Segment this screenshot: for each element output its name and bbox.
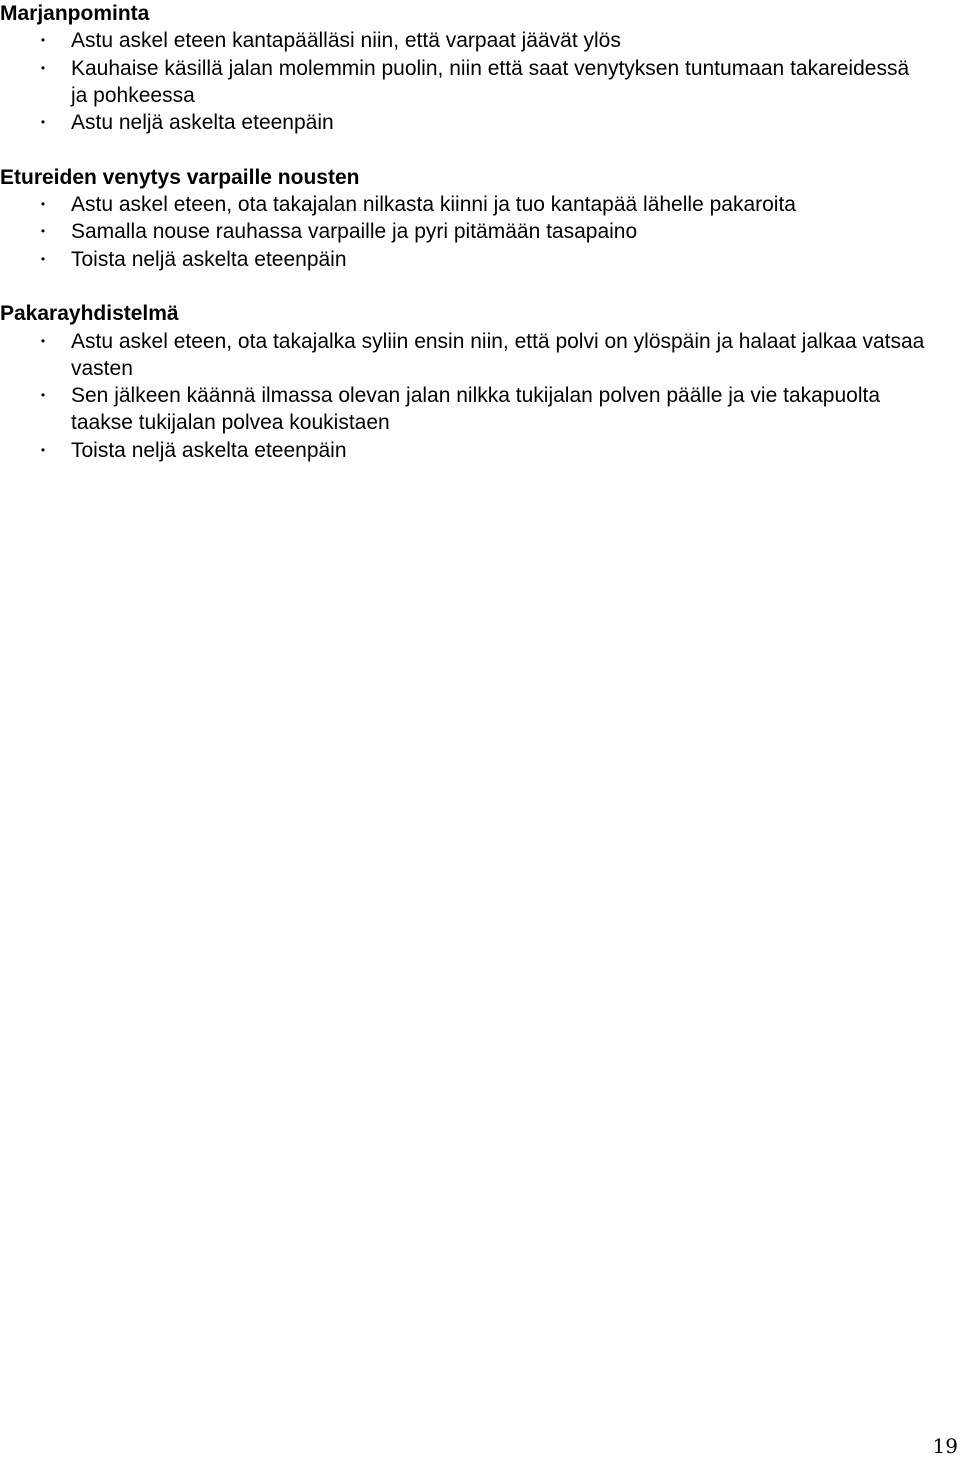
list-item — [0, 437, 930, 464]
list-item-text: Toista neljä askelta eteenpäin — [71, 438, 347, 462]
list-item — [0, 246, 930, 273]
list-item-text: Astu askel eteen kantapäälläsi niin, että varpaat jäävät ylös — [71, 29, 621, 53]
list-item — [0, 382, 930, 437]
bullet-icon: • — [40, 333, 46, 348]
list-item-text: Sen jälkeen käännä ilmassa olevan jalan nilkka tukijalan polven päälle ja vie takapuolta taakse tukijalan polvea koukistaen — [71, 384, 881, 435]
bullet-list — [0, 328, 930, 464]
list-item — [0, 328, 930, 383]
list-item-text: Samalla nouse rauhassa varpaille ja pyri pitämään tasapaino — [71, 220, 638, 244]
bullet-list — [0, 27, 930, 136]
list-item — [0, 191, 930, 218]
bullet-icon: • — [40, 224, 46, 239]
bullet-list — [0, 191, 930, 273]
list-item-text: Astu askel eteen, ota takajalka syliin ensin niin, että polvi on ylöspäin ja halaat jalkaa vatsaa vasten — [71, 329, 925, 380]
section-title: Etureiden venytys varpaille nousten — [0, 165, 360, 189]
document-body — [0, 0, 930, 464]
list-item — [0, 27, 930, 54]
section-title: Marjanpominta — [0, 2, 150, 25]
list-item — [0, 55, 930, 110]
list-item — [0, 109, 930, 136]
bullet-icon: • — [40, 251, 46, 266]
bullet-icon: • — [40, 115, 46, 130]
list-item-text: Astu neljä askelta eteenpäin — [71, 111, 334, 135]
bullet-icon: • — [40, 60, 46, 75]
bullet-icon: • — [40, 388, 46, 403]
bullet-icon: • — [40, 197, 46, 212]
page-number: 19 — [932, 1434, 958, 1458]
bullet-icon: • — [40, 442, 46, 457]
list-item-text: Kauhaise käsillä jalan molemmin puolin, niin että saat venytyksen tuntumaan takareidessä ja pohkeessa — [71, 56, 910, 107]
section-title: Pakarayhdistelmä — [0, 302, 179, 326]
section-etureiden-venytys — [0, 164, 930, 273]
section-pakarayhdistelma — [0, 300, 930, 464]
list-item-text: Toista neljä askelta eteenpäin — [71, 247, 347, 271]
list-item — [0, 218, 930, 245]
list-item-text: Astu askel eteen, ota takajalan nilkasta kiinni ja tuo kantapää lähelle pakaroita — [71, 193, 796, 217]
bullet-icon: • — [40, 33, 46, 48]
section-marjanpominta — [0, 0, 930, 136]
